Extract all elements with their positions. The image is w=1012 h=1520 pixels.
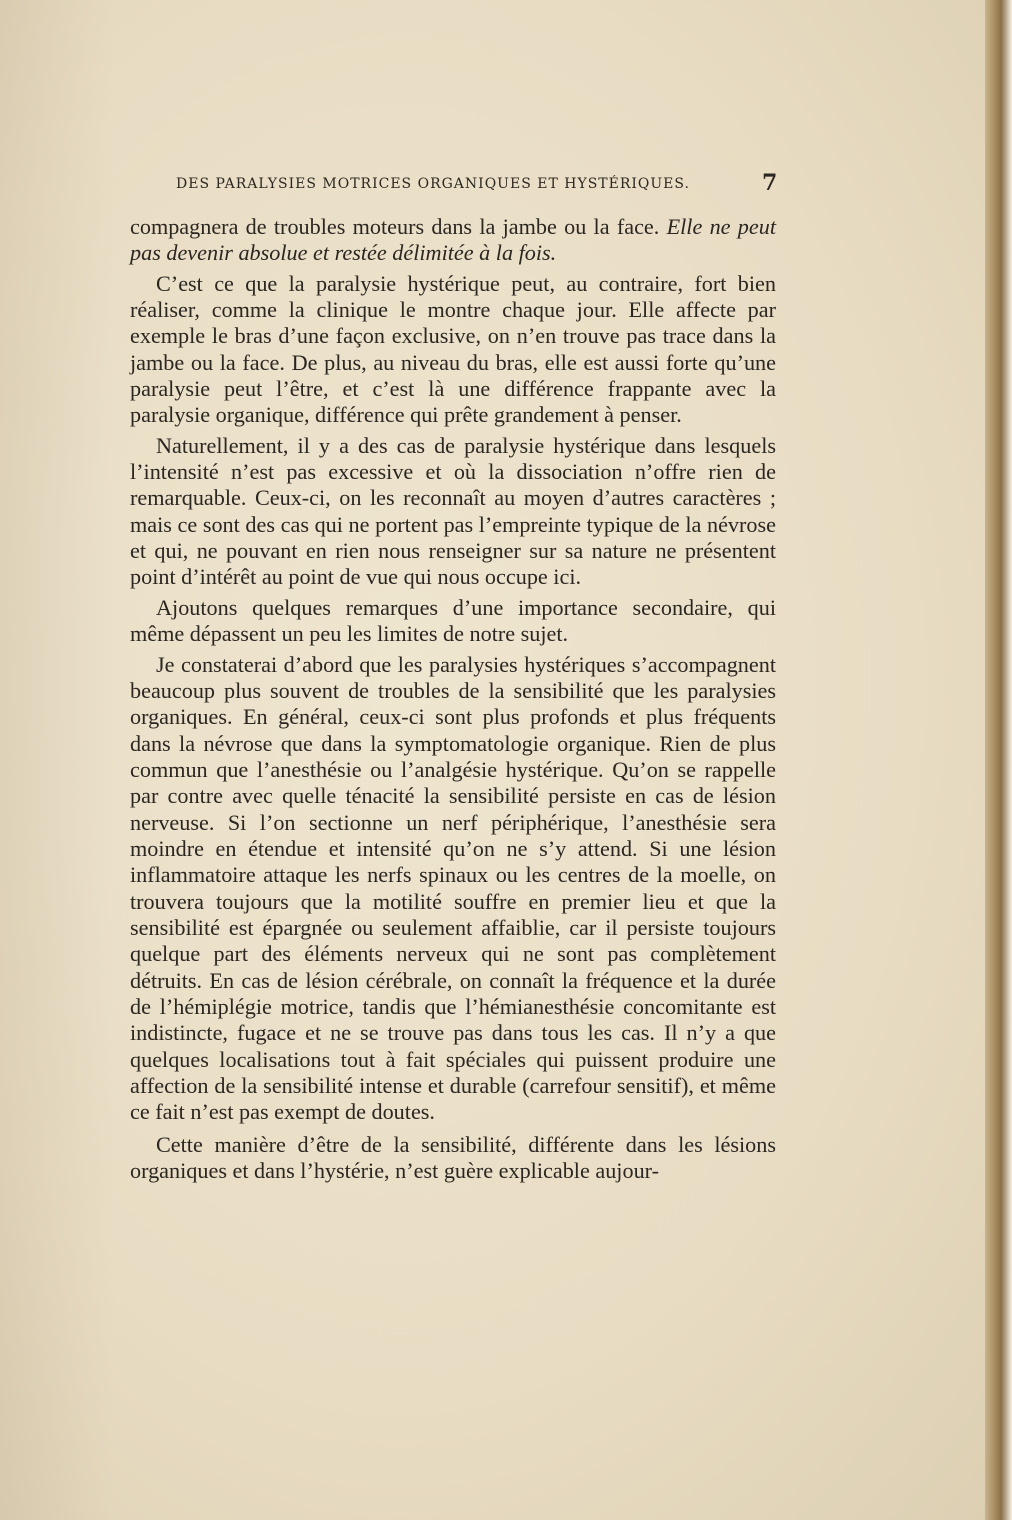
paragraph-1	[130, 214, 776, 267]
paragraph-6: Cette manière d’être de la sensibilité, différente dans les lésions organiques et dans l’hystérie, n’est guère explicable aujour-	[130, 1131, 776, 1184]
page-edge	[985, 0, 1012, 1520]
page-number: 7	[762, 170, 778, 196]
paragraph-2: C’est ce que la paralysie hystérique peut, au contraire, fort bien réaliser, comme la clinique le montre chaque jour. Elle affecte par exemple le bras d’une façon exclusive, on n’en trouve pas trace dans la jambe ou la face. De plus, au niveau du bras, elle est aussi forte qu’une paralysie peut l’être, et c’est là une différence frappante avec la paralysie organique, différence qui prête grandement à penser.	[130, 270, 776, 428]
spine-shadow	[0, 0, 115, 1520]
paragraph-1-italic: Elle ne peut pas devenir absolue et restée délimitée à la fois.	[130, 214, 777, 266]
paragraph-1-text: compagnera de troubles moteurs dans la jambe ou la face.	[130, 214, 667, 239]
page-body	[130, 214, 776, 1188]
paragraph-4: Ajoutons quelques remarques d’une importance secondaire, qui même dépassent un peu les limites de notre sujet.	[130, 594, 776, 647]
paragraph-3: Naturellement, il y a des cas de paralysie hystérique dans lesquels l’intensité n’est pas excessive et où la dissociation n’offre rien de remarquable. Ceux-ci, on les reconnaît au moyen d’autres caractères ; mais ce sont des cas qui ne portent pas l’empreinte typique de la névrose et qui, ne pouvant en rien nous renseigner sur sa nature ne présentent point d’intérêt au point de vue qui nous occupe ici.	[130, 432, 776, 590]
running-header: DES PARALYSIES MOTRICES ORGANIQUES ET HYSTÉRIQUES.	[176, 176, 690, 192]
paragraph-5: Je constaterai d’abord que les paralysies hystériques s’accompagnent beaucoup plus souvent de troubles de la sensibilité que les paralysies organiques. En général, ceux-ci sont plus profonds et plus fréquents dans la névrose que dans la symptomatologie organique. Rien de plus commun que l’anesthésie ou l’analgésie hystérique. Qu’on se rappelle par contre avec quelle ténacité la sensibilité persiste en cas de lésion nerveuse. Si l’on sectionne un nerf périphérique, l’anesthésie sera moindre en étendue et intensité qu’on ne s’y attend. Si une lésion inflammatoire attaque les nerfs spinaux ou les centres de la moelle, on trouvera toujours que la motilité souffre en premier lieu et que la sensibilité est épargnée ou seulement affaiblie, car il persiste toujours quelque part des éléments nerveux qui ne sont pas complètement détruits. En cas de lésion cérébrale, on connaît la fréquence et la durée de l’hémiplégie motrice, tandis que l’hémianesthésie concomitante est indistincte, fugace et ne se trouve pas dans tous les cas. Il n’y a que quelques localisations tout à fait spéciales qui puissent produire une affection de la sensibilité intense et durable (carrefour sensitif), et même ce fait n’est pas exempt de doutes.	[130, 651, 776, 1125]
